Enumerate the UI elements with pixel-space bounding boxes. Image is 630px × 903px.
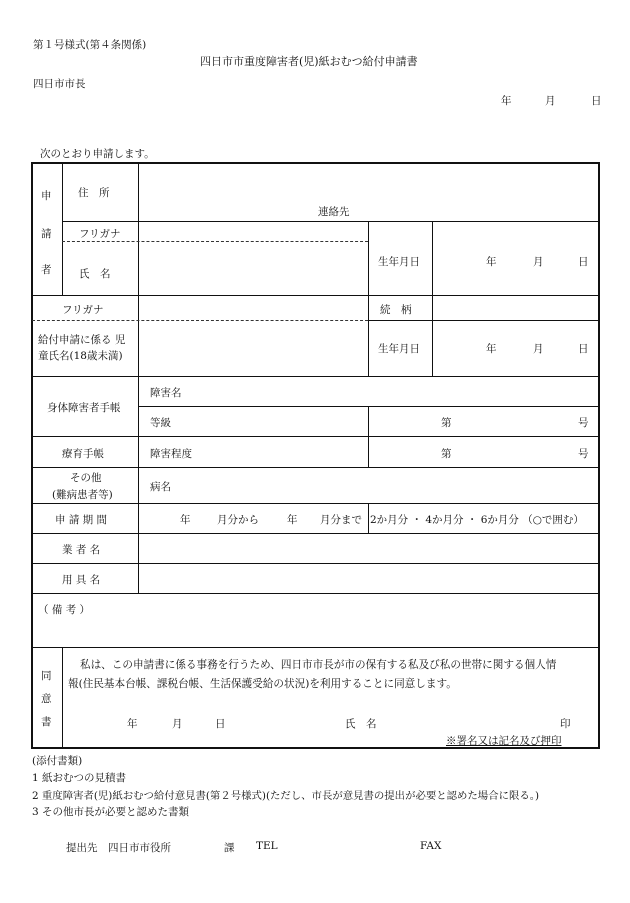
applicant-birth-year: 年 bbox=[486, 256, 497, 268]
form-title: 四日市市重度障害者(児)紙おむつ給付申請書 bbox=[200, 55, 418, 68]
tel-label: TEL bbox=[256, 840, 278, 852]
period-to-month: 月分まで bbox=[320, 514, 362, 526]
child-furigana-field[interactable] bbox=[139, 297, 367, 319]
addressee: 四日市市長 bbox=[33, 78, 86, 90]
date-year: 年 bbox=[501, 95, 512, 107]
applicant-furigana-label: フリガナ bbox=[79, 228, 121, 240]
consent-text-line1: 私は、この申請書に係る事務を行うため、四日市市長が市の保有する私及び私の世帯に関する個人情 bbox=[80, 659, 557, 671]
address-label: 住 所 bbox=[78, 187, 110, 199]
child-birth-year: 年 bbox=[486, 343, 497, 355]
child-furigana-label: フリガナ bbox=[62, 304, 104, 316]
consent-signature-field[interactable] bbox=[400, 712, 550, 732]
other-label-line2: (難病患者等) bbox=[52, 489, 113, 501]
applicant-side-char-1: 申 bbox=[41, 190, 52, 202]
relation-label: 続 柄 bbox=[380, 304, 412, 316]
grade-label: 等級 bbox=[150, 417, 171, 429]
submit-to: 提出先 四日市市役所 bbox=[66, 842, 171, 854]
applicant-side-char-3: 者 bbox=[41, 264, 52, 276]
other-label-line1: その他 bbox=[70, 472, 102, 484]
period-to-year: 年 bbox=[287, 514, 298, 526]
consent-date-year: 年 bbox=[127, 718, 138, 730]
rehab-degree-label: 障害程度 bbox=[150, 448, 192, 460]
applicant-birth-day: 日 bbox=[578, 256, 589, 268]
consent-date-month: 月 bbox=[172, 718, 183, 730]
section-label: 課 bbox=[224, 842, 235, 854]
child-birth-day: 日 bbox=[578, 343, 589, 355]
attachment-item-1: 1 紙おむつの見積書 bbox=[32, 772, 127, 784]
rehab-number-prefix: 第 bbox=[441, 448, 452, 460]
address-field[interactable] bbox=[139, 164, 598, 220]
physical-number-prefix: 第 bbox=[441, 417, 452, 429]
period-label: 申 請 期 間 bbox=[55, 514, 108, 526]
physical-number-suffix: 号 bbox=[578, 417, 589, 429]
signature-note: ※署名又は記名及び押印 bbox=[446, 735, 562, 747]
applicant-side-char-2: 請 bbox=[41, 228, 52, 240]
supplies-label: 用 具 名 bbox=[62, 574, 101, 586]
child-name-label-line2: 童氏名(18歳未満) bbox=[38, 350, 123, 362]
attachment-item-3: 3 その他市長が必要と認めた書類 bbox=[32, 806, 190, 818]
rehab-number-suffix: 号 bbox=[578, 448, 589, 460]
contact-label: 連絡先 bbox=[318, 206, 350, 218]
consent-name-label: 氏 名 bbox=[345, 718, 377, 730]
period-from-month: 月分から bbox=[217, 514, 259, 526]
disability-name-field[interactable] bbox=[139, 377, 598, 405]
disability-name-label: 障害名 bbox=[150, 387, 182, 399]
intro-text: 次のとおり申請します。 bbox=[40, 148, 155, 160]
applicant-name-label: 氏 名 bbox=[79, 268, 111, 280]
form-number: 第１号様式(第４条関係) bbox=[33, 39, 147, 51]
period-options[interactable]: 2か月分 ・ 4か月分 ・ 6か月分 （○で囲む） bbox=[370, 514, 584, 526]
applicant-birth-label: 生年月日 bbox=[378, 256, 420, 268]
consent-text-line2: 報(住民基本台帳、課税台帳、生活保護受給の状況)を利用することに同意します。 bbox=[68, 678, 457, 690]
consent-date-day: 日 bbox=[215, 718, 226, 730]
fax-label: FAX bbox=[420, 840, 442, 852]
attachments-heading: (添付書類) bbox=[32, 755, 83, 767]
disease-field[interactable] bbox=[139, 468, 598, 502]
relation-field[interactable] bbox=[433, 297, 598, 319]
remarks-field[interactable] bbox=[33, 618, 597, 646]
seal-mark: 印 bbox=[560, 718, 571, 730]
applicant-birth-month: 月 bbox=[533, 256, 544, 268]
rehab-certificate-label: 療育手帳 bbox=[62, 448, 104, 460]
remarks-label: （ 備 考 ） bbox=[38, 604, 91, 616]
period-from-year: 年 bbox=[180, 514, 191, 526]
child-name-label-line1: 給付申請に係る 児 bbox=[38, 334, 126, 346]
disease-label: 病名 bbox=[150, 481, 171, 493]
child-name-field[interactable] bbox=[139, 321, 367, 375]
applicant-name-field[interactable] bbox=[139, 242, 367, 294]
applicant-furigana-field[interactable] bbox=[139, 222, 367, 241]
consent-side-char-1: 同 bbox=[41, 670, 52, 682]
child-birth-month: 月 bbox=[533, 343, 544, 355]
vendor-label: 業 者 名 bbox=[62, 544, 101, 556]
child-birth-label: 生年月日 bbox=[378, 343, 420, 355]
consent-side-char-3: 書 bbox=[41, 716, 52, 728]
supplies-field[interactable] bbox=[139, 564, 598, 592]
date-month: 月 bbox=[545, 95, 556, 107]
consent-side-char-2: 意 bbox=[41, 693, 52, 705]
physical-certificate-label: 身体障害者手帳 bbox=[47, 402, 121, 414]
attachment-item-2: 2 重度障害者(児)紙おむつ給付意見書(第２号様式)(ただし、市長が意見書の提出が必要と認めた場合に限る。) bbox=[32, 790, 540, 802]
date-day: 日 bbox=[591, 95, 602, 107]
vendor-field[interactable] bbox=[139, 534, 598, 562]
